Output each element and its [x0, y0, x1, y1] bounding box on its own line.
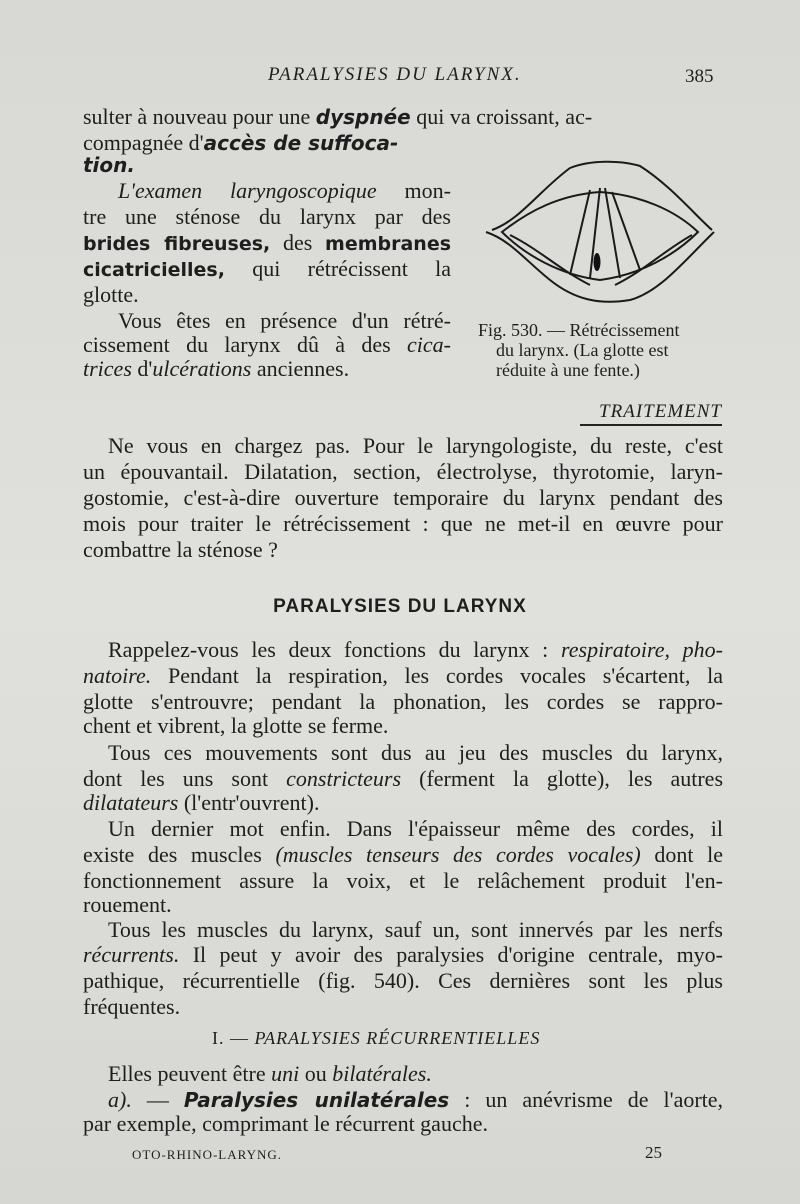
text: Pendant la respiration, les cordes vocales s'écartent, la: [168, 663, 724, 688]
text-line: combattre la sténose ?: [83, 537, 278, 562]
text: anciennes.: [256, 356, 350, 381]
text: qui va croissant, ac-: [416, 104, 593, 129]
heading-text: PARALYSIES DU LARYNX: [273, 596, 527, 617]
text: des: [282, 230, 313, 255]
caption-line: du larynx. (La glotte est: [496, 340, 669, 360]
italic-text: (muscles tenseurs des cordes vocales): [275, 842, 641, 867]
section-number: I. —: [212, 1028, 249, 1048]
text-line: Tous les muscles du larynx, sauf un, sont innervés par les nerfs: [108, 917, 723, 942]
text-line: fréquentes.: [83, 994, 181, 1019]
running-title: PARALYSIES DU LARYNX.: [268, 64, 522, 85]
text-line: [83, 256, 451, 283]
text-line: [83, 766, 723, 792]
text-line: [118, 178, 451, 204]
text: —: [146, 1087, 169, 1112]
text-line: Un dernier mot enfin. Dans l'épaisseur même des cordes, il: [108, 816, 723, 841]
text-line: [83, 663, 723, 689]
text-line: rouement.: [83, 892, 172, 917]
bold-text: brides fibreuses,: [83, 233, 271, 255]
text: qui rétrécissent la: [252, 256, 451, 281]
figure-530: [480, 150, 720, 320]
italic-text: ulcérations: [152, 356, 252, 381]
caption-line: réduite à une fente.): [496, 360, 640, 380]
text: sulter à nouveau pour une: [83, 104, 311, 129]
text-line: [83, 842, 723, 868]
text-line: [108, 637, 723, 663]
bold-text: cicatricielles,: [83, 259, 225, 281]
emphasis: accès de suffoca-: [203, 131, 399, 155]
text: (l'entr'ouvrent).: [183, 790, 320, 815]
text-line: fonctionnement assure la voix, et le relâchement produit l'en-: [83, 868, 723, 893]
text-line: Vous êtes en présence d'un rétré-: [118, 308, 451, 333]
text: dont les uns sont: [83, 766, 269, 791]
text-line: glotte s'entrouvre; pendant la phonation, les cordes se rappro-: [83, 689, 723, 714]
italic-text: bilatérales.: [332, 1061, 432, 1086]
italic-text: natoire.: [83, 663, 152, 688]
figure-caption: [478, 320, 728, 380]
text: Rappelez-vous les deux fonctions du larynx :: [108, 637, 549, 662]
text: mon-: [404, 178, 451, 203]
text-line: gostomie, c'est-à-dire ouverture temporaire du larynx pendant des: [83, 485, 723, 510]
text-line: Ne vous en chargez pas. Pour le laryngologiste, du reste, c'est: [108, 433, 723, 458]
text-line: [83, 152, 135, 178]
caption-line: Fig. 530. — Rétrécissement: [478, 320, 680, 340]
section-heading-paralysies: [0, 596, 800, 618]
text-line: Tous ces mouvements sont dus au jeu des muscles du larynx,: [108, 740, 723, 765]
italic-text: respiratoire, pho-: [561, 637, 723, 662]
text-line: [83, 332, 451, 358]
text-line: [83, 790, 319, 816]
text-line: mois pour traiter le rétrécissement : que ne met-il en œuvre pour: [83, 511, 723, 536]
text: : un anévrisme de l'aorte,: [464, 1087, 724, 1112]
text-line: chent et vibrent, la glotte se ferme.: [83, 713, 389, 738]
text-line: [83, 230, 451, 257]
text-line: [83, 356, 349, 382]
footer-signature: OTO-RHINO-LARYNG.: [132, 1147, 283, 1162]
text-line: un épouvantail. Dilatation, section, électrolyse, thyrotomie, laryn-: [83, 459, 723, 484]
text-line: [83, 104, 592, 130]
text: existe des muscles: [83, 842, 262, 867]
text-line: glotte.: [83, 282, 139, 307]
section-heading-traitement: [580, 400, 722, 426]
text-line: [108, 1061, 432, 1087]
text-line: [83, 942, 723, 968]
italic-text: constricteurs: [286, 766, 402, 791]
footer-sheet-number: 25: [645, 1143, 662, 1162]
italic-text: cica-: [407, 332, 451, 357]
subsection-heading-recurrentielles: [212, 1028, 540, 1049]
bold-text: membranes: [325, 233, 452, 255]
running-header: [0, 64, 800, 94]
text: (ferment la glotte), les autres: [419, 766, 723, 791]
text: dont le: [654, 842, 723, 867]
page-number: 385: [685, 66, 714, 87]
italic-text: uni: [271, 1061, 300, 1086]
italic-text: trices: [83, 356, 132, 381]
text: Il peut y avoir des paralysies d'origine centrale, myo-: [192, 942, 724, 967]
emphasis: dyspnée: [315, 105, 411, 129]
text: cissement du larynx dû à des: [83, 332, 391, 357]
emphasis: tion.: [83, 153, 135, 177]
italic-text: récurrents.: [83, 942, 180, 967]
text: Elles peuvent être: [108, 1061, 266, 1086]
text: ou: [304, 1061, 327, 1086]
larynx-stenosis-illustration: [480, 150, 720, 320]
heading-text: PARALYSIES RÉCURRENTIELLES: [254, 1028, 541, 1048]
text-line: par exemple, comprimant le récurrent gauche.: [83, 1111, 488, 1136]
italic-text: L'examen laryngoscopique: [118, 178, 377, 203]
text-line: pathique, récurrentielle (fig. 540). Ces dernières sont les plus: [83, 968, 723, 993]
text: d': [137, 356, 153, 381]
glottis-slit: [594, 253, 601, 271]
text-line: tre une sténose du larynx par des: [83, 204, 451, 229]
italic-text: a).: [108, 1087, 132, 1112]
text: compagnée d': [83, 130, 204, 155]
heading-text: TRAITEMENT: [599, 401, 722, 422]
text-line: [108, 1087, 723, 1113]
italic-text: dilatateurs: [83, 790, 179, 815]
emphasis: Paralysies unilatérales: [183, 1088, 450, 1112]
